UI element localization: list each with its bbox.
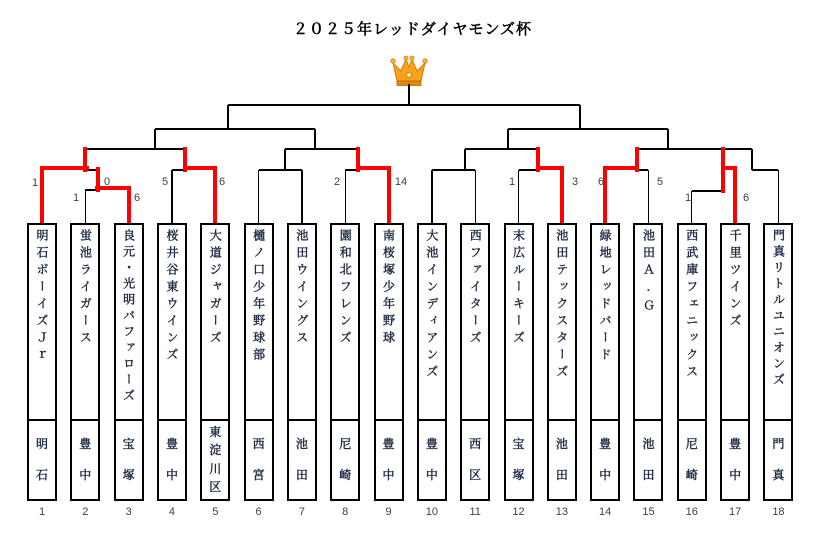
team-number: 11 (469, 506, 481, 518)
team-name-box (547, 223, 577, 421)
team-name-box (157, 223, 187, 421)
team-number: 1 (38, 506, 46, 518)
team-name-box (114, 223, 144, 421)
winner-path-line (356, 166, 391, 170)
region-char: 西 (252, 437, 265, 452)
region-char: 田 (642, 467, 655, 482)
bracket-line (227, 105, 229, 129)
team-name: 南桜塚少年野球 (381, 229, 396, 348)
winner-path-line (603, 166, 607, 226)
region-char: 崎 (685, 467, 698, 482)
team-number: 6 (255, 506, 262, 518)
bracket-line (301, 170, 302, 223)
team-name-box (460, 223, 490, 421)
team-region-box (504, 419, 534, 501)
region-char: 田 (555, 467, 568, 482)
match-score: 5 (161, 176, 169, 188)
bracket-line (155, 128, 315, 131)
match-score: 1 (31, 177, 39, 189)
team-name: 良元・光明バファローズ (121, 229, 136, 405)
team-number: 15 (642, 506, 655, 518)
team-name: 明石ボーイズＪｒ (35, 229, 49, 365)
team-name-box (27, 223, 57, 421)
bracket-line (752, 169, 778, 170)
bracket-line (154, 129, 155, 149)
team-region-box (590, 419, 620, 501)
team-name: 樋ノ口少年野球部 (251, 229, 266, 365)
team-name-box (590, 223, 620, 421)
region-char: 崎 (339, 467, 352, 482)
bracket-line (285, 148, 358, 149)
region-char: 東 (209, 425, 222, 440)
team-region-box (720, 419, 750, 501)
match-score: 2 (333, 176, 341, 188)
team-number: 16 (685, 506, 698, 518)
bracket-line (692, 190, 723, 191)
region-char: 豊 (425, 437, 438, 452)
winner-path-line (635, 147, 639, 172)
region-char: 中 (382, 467, 395, 482)
team-name: 桜井谷東ウインズ (164, 229, 179, 365)
bracket-line (475, 170, 476, 223)
region-char: 門 (772, 437, 785, 452)
winner-path-line (183, 147, 187, 172)
match-score: 0 (103, 176, 111, 188)
winner-path-line (603, 166, 639, 170)
winner-path-line (356, 147, 360, 172)
team-number: 17 (728, 506, 742, 518)
region-char: 池 (295, 437, 308, 452)
bracket-line (508, 128, 668, 131)
team-name: 池田ウイングス (294, 229, 309, 348)
team-name: 緑地レッドバード (598, 229, 613, 365)
region-char: 明 (35, 437, 48, 452)
winner-path-line (96, 167, 100, 192)
region-char: 中 (165, 467, 178, 482)
team-region-box (27, 419, 57, 501)
team-number: 12 (512, 506, 525, 518)
team-region-box (287, 419, 317, 501)
bracket-line (85, 190, 86, 223)
team-name: 千里ツインズ (728, 229, 743, 331)
bracket-line (432, 169, 475, 170)
team-region-box (417, 419, 447, 501)
bracket-line (171, 170, 172, 223)
team-name-box (287, 223, 317, 421)
match-score: 1 (684, 192, 692, 204)
team-number: 13 (555, 506, 568, 518)
team-name-box (330, 223, 360, 421)
team-number: 2 (82, 506, 89, 518)
region-char: 豊 (382, 437, 395, 452)
team-number: 7 (298, 506, 305, 518)
team-name: 西武庫フェニックス (684, 229, 699, 382)
bracket-line (667, 129, 668, 149)
match-score: 6 (218, 176, 226, 188)
team-region-box (200, 419, 230, 501)
team-region-box (460, 419, 490, 501)
team-number: 18 (772, 506, 785, 518)
team-region-box (763, 419, 793, 501)
region-char: 豊 (79, 437, 92, 452)
region-char: 西 (469, 437, 482, 452)
bracket-line (431, 170, 432, 223)
team-number: 8 (342, 506, 349, 518)
region-char: 池 (555, 437, 568, 452)
bracket-line (648, 170, 649, 223)
team-region-box (677, 419, 707, 501)
team-name: 蛍池ライガース (78, 229, 93, 348)
team-name: 門真リトルユニオンズ (771, 229, 786, 389)
bracket-line (258, 170, 259, 223)
match-score: 6 (597, 176, 605, 188)
bracket-line (259, 169, 302, 170)
match-score: 3 (571, 176, 579, 188)
bracket-line (518, 170, 519, 223)
winner-path-line (733, 166, 737, 226)
winner-path-line (536, 147, 540, 172)
winner-path-line (213, 166, 217, 226)
winner-path-line (560, 166, 564, 226)
region-char: 区 (209, 479, 222, 494)
match-score: 14 (394, 176, 408, 188)
team-name-box (720, 223, 750, 421)
match-score: 1 (72, 192, 80, 204)
champion-crown-icon (389, 54, 429, 88)
winner-path-line (721, 147, 725, 193)
bracket-line (85, 148, 185, 149)
bracket-line (228, 104, 580, 106)
team-name-box (374, 223, 404, 421)
team-number: 10 (425, 506, 438, 518)
winner-path-line (40, 166, 89, 170)
bracket-line (314, 129, 315, 149)
region-char: 豊 (599, 437, 612, 452)
team-name-box (70, 223, 100, 421)
team-name: 池田Ａ.Ｇ (641, 229, 656, 316)
region-char: 中 (79, 467, 92, 482)
winner-path-line (536, 166, 564, 170)
region-char: 中 (599, 467, 612, 482)
region-char: 塚 (122, 467, 135, 482)
bracket-line (464, 149, 466, 170)
team-name: 池田テックスターズ (554, 229, 569, 382)
match-score: 1 (508, 176, 516, 188)
winner-path-line (95, 186, 131, 190)
region-char: 塚 (512, 467, 525, 482)
region-char: 川 (209, 461, 222, 476)
team-name-box (633, 223, 663, 421)
region-char: 宝 (512, 437, 525, 452)
team-name: 西ファイターズ (468, 229, 483, 348)
region-char: 淀 (209, 443, 222, 458)
page-title: ２０２５年レッドダイヤモンズ杯 (292, 21, 533, 38)
bracket-line (345, 170, 346, 223)
bracket-line (408, 84, 409, 105)
bracket-line (579, 105, 581, 129)
region-char: 田 (295, 467, 308, 482)
bracket-line (465, 148, 538, 149)
team-name: 園和北フレンズ (338, 229, 353, 348)
team-region-box (114, 419, 144, 501)
team-number: 3 (125, 506, 132, 518)
team-number: 5 (212, 506, 219, 518)
team-number: 4 (168, 506, 176, 518)
team-number: 9 (385, 506, 392, 518)
region-char: 豊 (165, 437, 178, 452)
team-name: 大池インディアンズ (424, 229, 439, 382)
bracket-line (637, 148, 752, 149)
region-char: 真 (772, 467, 785, 482)
winner-path-line (83, 147, 87, 172)
match-score: 6 (133, 192, 141, 204)
team-name-box (763, 223, 793, 421)
team-name: 大道ジャガーズ (208, 229, 223, 348)
match-score: 5 (656, 176, 664, 188)
region-char: 中 (729, 467, 742, 482)
region-char: 豊 (729, 437, 742, 452)
bracket-line (691, 191, 692, 223)
team-number: 14 (599, 506, 612, 518)
team-name-box (504, 223, 534, 421)
team-region-box (70, 419, 100, 501)
region-char: 池 (642, 437, 655, 452)
bracket-line (284, 149, 286, 170)
region-char: 区 (469, 467, 482, 482)
match-score: 6 (742, 192, 750, 204)
winner-path-line (183, 166, 217, 170)
region-char: 宝 (122, 437, 135, 452)
region-char: 尼 (685, 437, 698, 452)
region-char: 石 (35, 467, 48, 482)
team-name: 末広ルーキーズ (511, 229, 526, 348)
team-name-box (244, 223, 274, 421)
winner-path-line (387, 166, 391, 226)
team-region-box (330, 419, 360, 501)
region-char: 中 (425, 467, 438, 482)
team-region-box (157, 419, 187, 501)
team-region-box (244, 419, 274, 501)
bracket-line (751, 149, 752, 170)
team-name-box (417, 223, 447, 421)
team-region-box (633, 419, 663, 501)
team-region-box (374, 419, 404, 501)
winner-path-line (40, 166, 44, 226)
region-char: 宮 (252, 467, 265, 482)
winner-path-line (127, 186, 131, 226)
region-char: 尼 (339, 437, 352, 452)
bracket-line (507, 129, 508, 149)
team-region-box (547, 419, 577, 501)
team-name-box (677, 223, 707, 421)
bracket-line (778, 170, 779, 223)
team-name-box (200, 223, 230, 421)
